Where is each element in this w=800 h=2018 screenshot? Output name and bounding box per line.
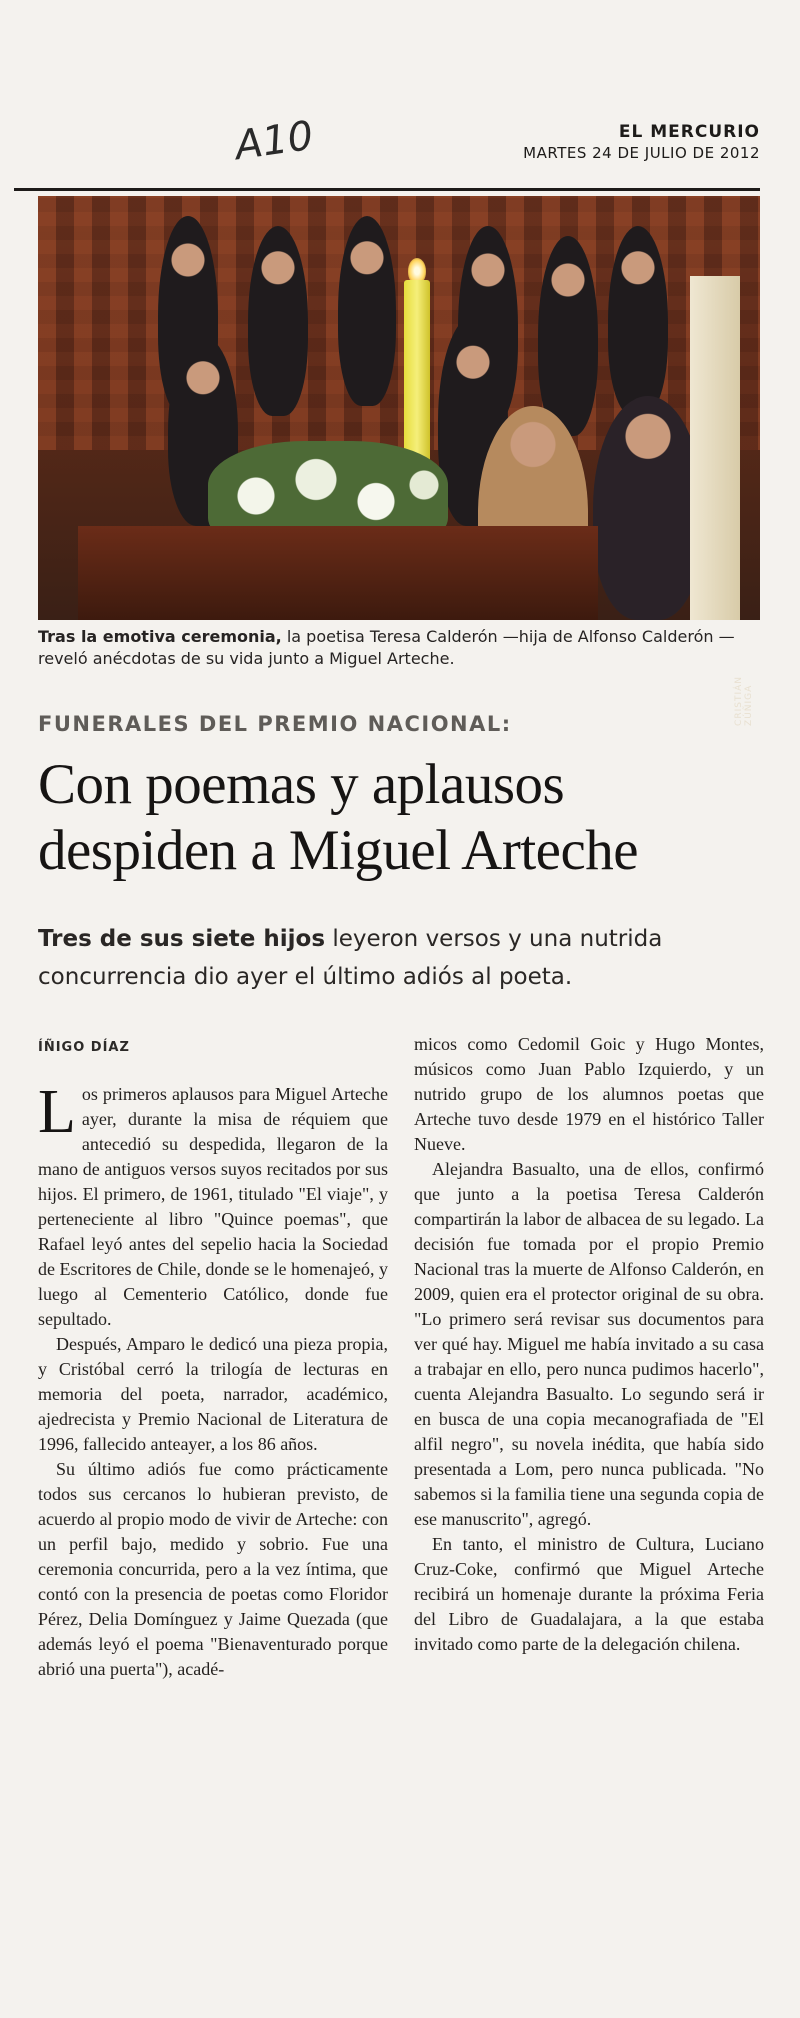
article-paragraph: Su último adiós fue como prácticamente todos sus cercanos lo hubieran previsto, de acuerdo al propio modo de vivir de Arteche: con un perfil bajo, medido y sobrio. Fue una ceremonia concurrida, pero a la vez íntima, que contó con la presencia de poetas como Floridor Pérez, Delia Domínguez y Jaime Quezada (que además leyó el poema "Bienaventurado porque abrió una puerta"), acadé- <box>38 1459 388 1679</box>
masthead-rule <box>14 188 760 191</box>
article-paragraph: Después, Amparo le dedicó una pieza propia, y Cristóbal cerró la trilogía de lecturas en memoria del poeta, narrador, académico, ajedrecista y Premio Nacional de Literatura de 1996, fallecido anteayer, a los 86 años. <box>38 1334 388 1454</box>
drop-cap: L <box>38 1078 76 1146</box>
handwritten-page-number: A10 <box>232 112 317 170</box>
headline: Con poemas y aplausos despiden a Miguel Arteche <box>38 753 639 882</box>
publication-date: MARTES 24 DE JULIO DE 2012 <box>523 144 760 162</box>
photo-mourner-dark-coat <box>593 396 703 620</box>
article-paragraph: micos como Cedomil Goic y Hugo Montes, músicos como Juan Pablo Izquierdo, y un nutrido grupo de los alumnos poetas que Arteche tuvo desde 1979 en el histórico Taller Nueve. <box>414 1034 764 1154</box>
deck-lead: Tres de sus siete hijos <box>38 926 326 952</box>
article-paragraph <box>38 1078 388 1332</box>
byline: ÍÑIGO DÍAZ <box>38 1040 130 1055</box>
photo-pillar <box>690 276 740 620</box>
deck-text: leyeron versos y una nutrida concurrencia dio ayer el último adiós al poeta. <box>38 926 663 990</box>
photo-person <box>538 236 598 436</box>
article-paragraph: Alejandra Basualto, una de ellos, confirmó que junto a la poetisa Teresa Calderón compartirán la labor de albacea de su legado. La decisión fue tomada por el propio Premio Nacional tras la muerte de Alfonso Calderón, en 2009, quien era el protector original de su obra. "Lo primero será revisar sus documentos para ver qué hay. Miguel me había invitado a su casa a trabajar en ello, pero nunca pudimos hacerlo", cuenta Alejandra Basualto. Lo segundo será ir en busca de una copia mecanografiada de "El alfil negro", su novela inédita, que había sido presentada a Lom, pero nunca publicada. "No sabemos si la familia tiene una segunda copia de ese manuscrito", agregó. <box>414 1159 764 1529</box>
photo-person <box>608 226 668 416</box>
photo-person <box>248 226 308 416</box>
coffin <box>78 526 598 620</box>
photo-credit: CRISTIÁN ZÚÑIGA <box>734 676 754 726</box>
newspaper-name: EL MERCURIO <box>618 122 760 142</box>
paragraph-text: os primeros aplausos para Miguel Arteche ayer, durante la misa de réquiem que antecedió su despedida, llegaron de la mano de antiguos versos suyos recitados por sus hijos. El primero, de 1961, titulado "El viaje", y perteneciente al libro "Quince poemas", que Rafael leyó antes del sepelio hacia la Sociedad de Escritores de Chile, donde se le homenajeó, y luego al Cementerio Católico, donde fue sepultado. <box>38 1084 388 1329</box>
photo-person <box>338 216 396 406</box>
caption-text: la poetisa Teresa Calderón —hija de Alfonso Calderón — reveló anécdotas de su vida junto a Miguel Arteche. <box>38 627 735 668</box>
deck-subheadline <box>38 920 768 996</box>
article-paragraph: En tanto, el ministro de Cultura, Luciano Cruz-Coke, confirmó que Miguel Arteche recibirá un homenaje durante la próxima Feria del Libro de Guadalajara, a la que estaba invitado como parte de la delegación chilena. <box>414 1534 764 1654</box>
caption-lead: Tras la emotiva ceremonia, <box>38 627 282 646</box>
photo-caption <box>38 626 758 670</box>
article-column-left <box>38 1078 388 1682</box>
article-column-right <box>414 1032 764 1657</box>
masthead <box>523 122 760 162</box>
section-kicker: FUNERALES DEL PREMIO NACIONAL: <box>38 712 512 736</box>
